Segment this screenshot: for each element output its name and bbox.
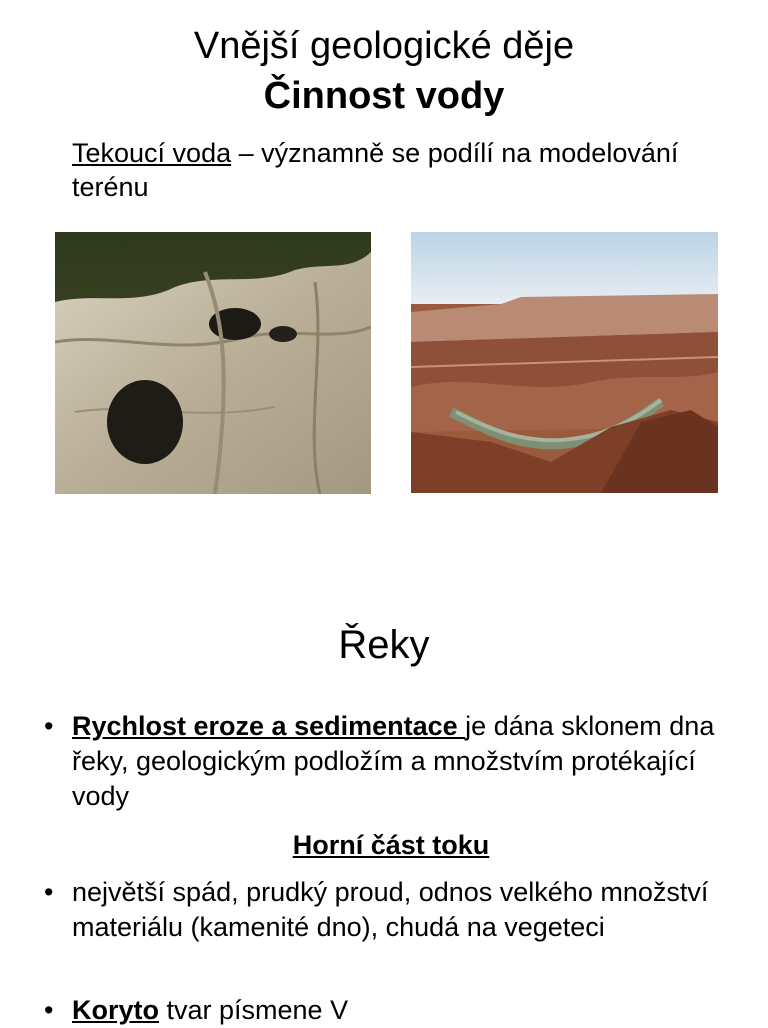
bullet-term: Rychlost eroze a sedimentace — [72, 711, 466, 741]
bullet-marker: • — [44, 711, 54, 741]
bullet-text: tvar písmene V — [159, 995, 349, 1025]
bullet-marker: • — [44, 877, 54, 907]
subsection-heading: Horní část toku — [292, 830, 490, 860]
intro-text: – významně se podílí na modelování terénu — [72, 138, 679, 202]
intro-paragraph — [72, 136, 712, 204]
section-title: Řeky — [338, 623, 430, 667]
bullet-text: největší spád, prudký proud, odnos velkého množství materiálu (kamenité dno), chudá na vegeteci — [72, 877, 709, 942]
bullet-term: Koryto — [72, 995, 159, 1025]
intro-term: Tekoucí voda — [72, 138, 232, 168]
slide-title: Vnější geologické děje — [193, 25, 575, 67]
bullet-text: je dána sklonem dna řeky, geologickým podložím a množstvím protékající vody — [72, 711, 715, 811]
eroded-rock-photo — [55, 232, 371, 494]
canyon-photo — [411, 232, 718, 493]
bullet-marker: • — [44, 995, 54, 1025]
slide-subtitle: Činnost vody — [263, 75, 505, 117]
